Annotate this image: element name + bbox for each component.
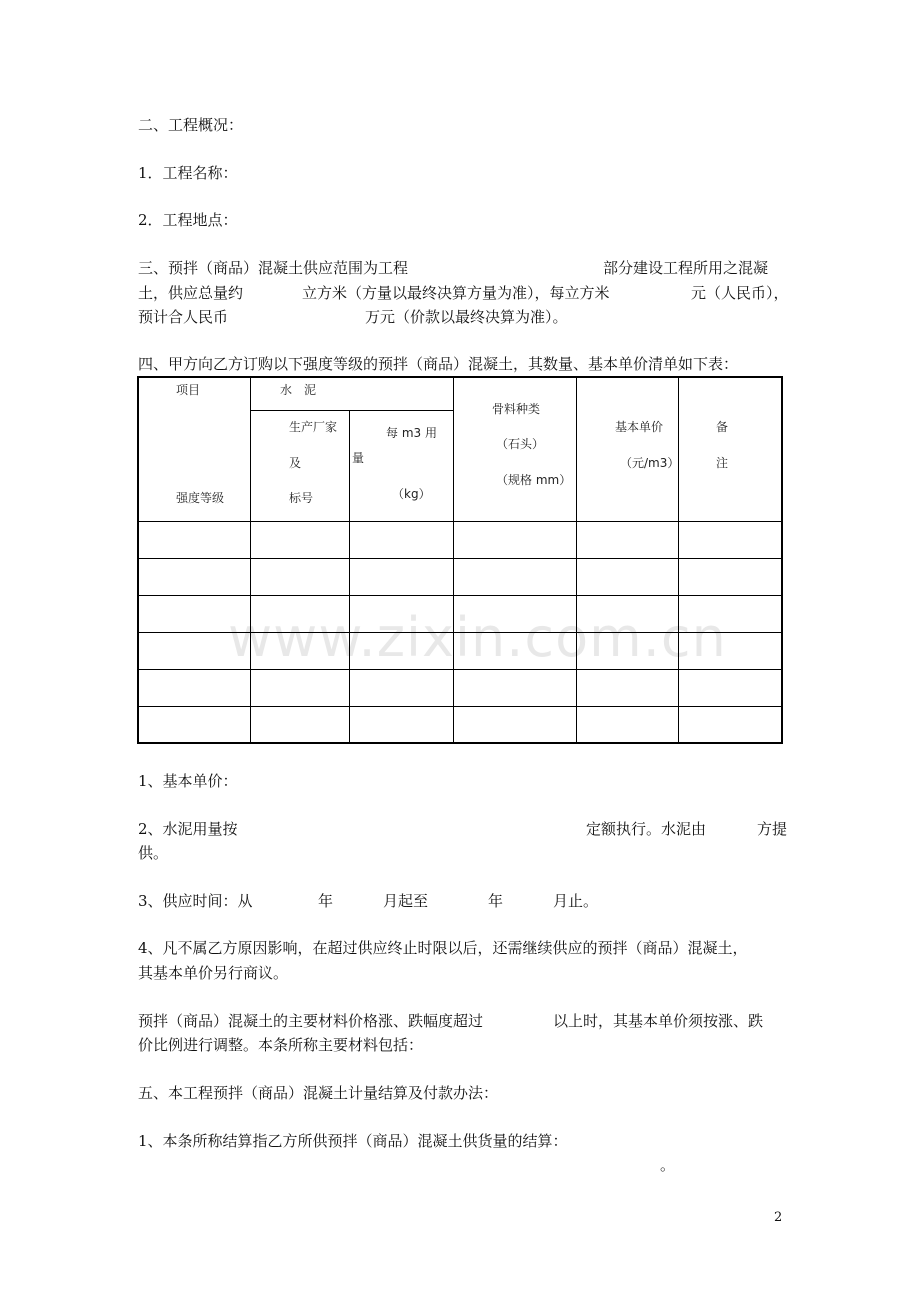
price-adjust-line-1-end: 以上时，其基本单价须按涨、跌 bbox=[553, 1012, 764, 1030]
cement-usage-line-end: 方提 bbox=[757, 820, 788, 838]
table-header-strength-grade: 强度等级 bbox=[176, 491, 225, 505]
table-header-unit-price-2: （元/m3） bbox=[620, 456, 680, 470]
table-header-remarks-1: 备 bbox=[716, 420, 729, 434]
cement-usage-line-mid: 定额执行。水泥由 bbox=[586, 820, 707, 838]
table-header-usage-2: 量 bbox=[352, 451, 365, 465]
cement-usage-line-start: 2、水泥用量按 bbox=[138, 820, 238, 838]
section-5-item-1: 1、本条所称结算指乙方所供预拌（商品）混凝土供货量的结算： bbox=[138, 1132, 568, 1150]
project-name-label: 1．工程名称： bbox=[138, 164, 238, 182]
clause-4-line-1: 4、凡不属乙方原因影响，在超过供应终止时限以后，还需继续供应的预拌（商品）混凝土， bbox=[138, 939, 748, 957]
section-3-line-2-mid: 立方米（方量以最终决算方量为准），每立方米 bbox=[302, 284, 610, 302]
section-3-line-1-start: 三、预拌（商品）混凝土供应范围为工程 bbox=[138, 259, 409, 277]
section-4-intro: 四、甲方向乙方订购以下强度等级的预拌（商品）混凝土，其数量、基本单价清单如下表： bbox=[138, 355, 739, 373]
price-adjust-line-1-start: 预拌（商品）混凝土的主要材料价格涨、跌幅度超过 bbox=[138, 1012, 484, 1030]
table-header-item: 项目 bbox=[176, 383, 201, 397]
table-header-cement: 水 泥 bbox=[280, 383, 317, 397]
supply-time-month-2: 月止。 bbox=[553, 892, 599, 910]
supply-time-year-1: 年 bbox=[318, 892, 334, 910]
section-3-line-2-end: 元（人民币）， bbox=[691, 284, 789, 302]
section-3-line-1-end: 部分建设工程所用之混凝 bbox=[603, 259, 769, 277]
table-header-aggregate-1: 骨料种类 bbox=[492, 402, 541, 416]
table-header-manufacturer-2: 及 bbox=[289, 456, 302, 470]
clause-4-line-2: 其基本单价另行商议。 bbox=[138, 964, 289, 982]
table-header-manufacturer-1: 生产厂家 bbox=[289, 420, 338, 434]
supply-time-label: 3、供应时间：从 bbox=[138, 892, 253, 910]
section-2-heading: 二、工程概况： bbox=[138, 116, 244, 134]
section-3-line-3-start: 预计合人民币 bbox=[138, 308, 229, 326]
base-unit-price-label: 1、基本单价： bbox=[138, 772, 238, 790]
table-header-unit-price-1: 基本单价 bbox=[615, 420, 664, 434]
section-5-end-mark: 。 bbox=[660, 1156, 676, 1174]
section-3-line-2-start: 土，供应总量约 bbox=[138, 284, 244, 302]
table-header-manufacturer-3: 标号 bbox=[289, 491, 314, 505]
cement-usage-line-2: 供。 bbox=[138, 844, 169, 862]
section-3-line-3-end: 万元（价款以最终决算为准）。 bbox=[365, 308, 568, 326]
table-header-remarks-2: 注 bbox=[716, 456, 729, 470]
supply-time-year-2: 年 bbox=[488, 892, 504, 910]
section-5-heading: 五、本工程预拌（商品）混凝土计量结算及付款办法： bbox=[138, 1084, 499, 1102]
watermark: www.zixin.com.cn bbox=[228, 606, 727, 669]
supply-time-month-1: 月起至 bbox=[383, 892, 429, 910]
price-adjust-line-2: 价比例进行调整。本条所称主要材料包括： bbox=[138, 1036, 424, 1054]
page-number: 2 bbox=[774, 1210, 783, 1225]
table-header-aggregate-2: （石头） bbox=[496, 437, 545, 451]
table-header-usage-1: 每 m3 用 bbox=[386, 426, 437, 440]
table-header-usage-3: （kg） bbox=[392, 487, 431, 501]
table-header-aggregate-3: （规格 mm） bbox=[496, 473, 572, 487]
project-location-label: 2．工程地点： bbox=[138, 211, 238, 229]
